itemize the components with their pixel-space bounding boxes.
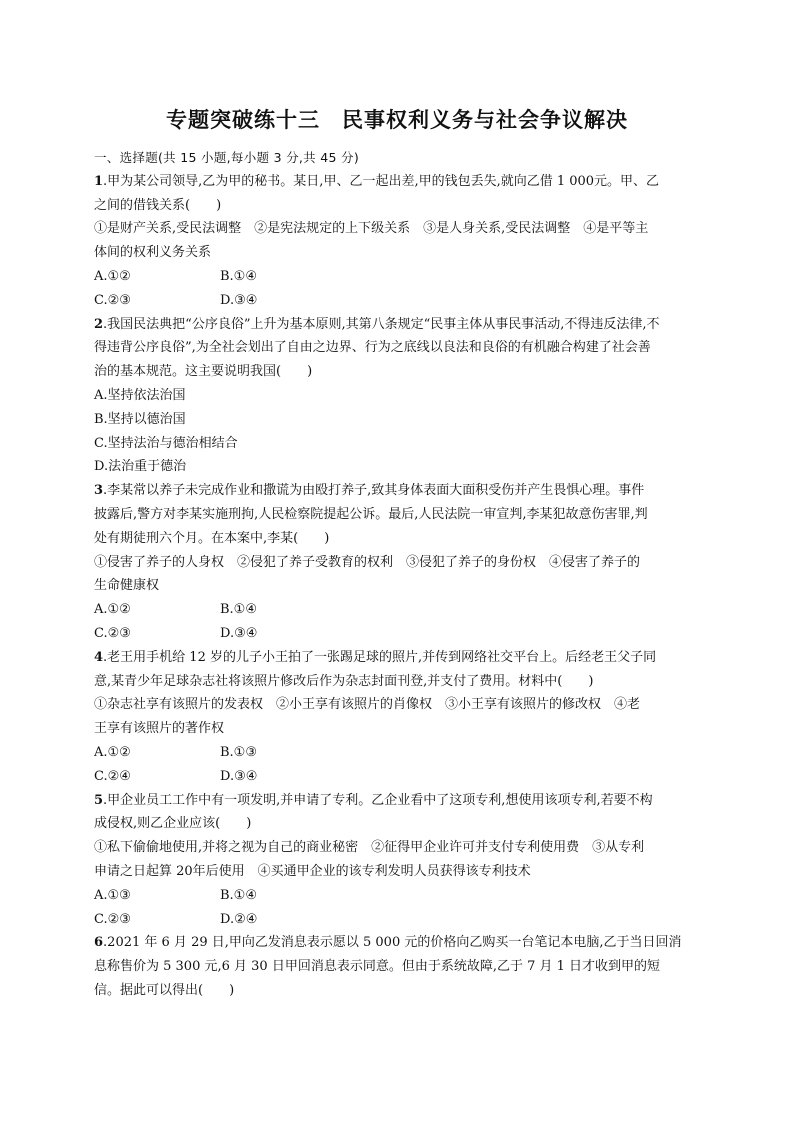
answer-option: C.②④	[94, 768, 131, 784]
question-2	[94, 313, 700, 480]
option-row	[94, 884, 700, 908]
answer-option: D.③④	[220, 625, 258, 641]
question-text: 处有期徒刑六个月。在本案中,李某( )	[94, 530, 330, 546]
question-text: .李某常以养子未完成作业和撒谎为由殴打养子,致其身体表面大面积受伤并产生畏惧心理。事件	[103, 483, 645, 499]
question-text-line	[94, 955, 700, 979]
question-text: 王享有该照片的著作权	[94, 721, 225, 737]
answer-option: C.②③	[94, 625, 131, 641]
answer-option: A.坚持依法治国	[94, 387, 186, 403]
answer-option: C.②③	[94, 911, 131, 927]
question-text-line	[94, 860, 700, 884]
option-row	[94, 622, 700, 646]
question-text: 意,某青少年足球杂志社将该照片修改后作为杂志封面刊登,并支付了费用。材料中( )	[94, 673, 594, 689]
question-text: ①杂志社享有该照片的发表权 ②小王享有该照片的肖像权 ③小王享有该照片的修改权 ④老	[94, 697, 641, 713]
page-title: 专题突破练十三 民事权利义务与社会争议解决	[166, 108, 628, 132]
answer-option: B.①④	[220, 268, 257, 284]
question-text: .老王用手机给 12 岁的儿子小王拍了一张踢足球的照片,并传到网络社交平台上。后经老王父子同	[103, 649, 657, 665]
question-5	[94, 789, 700, 932]
answer-option: B.坚持以德治国	[94, 411, 186, 427]
section-heading: 一、选择题(共 15 小题,每小题 3 分,共 45 分)	[94, 150, 360, 165]
question-text-line	[94, 717, 700, 741]
question-list	[94, 170, 700, 1003]
question-stem-line	[94, 313, 700, 337]
answer-option: A.①③	[94, 887, 131, 903]
option-row	[94, 289, 700, 313]
option-row	[94, 598, 700, 622]
answer-option: C.坚持法治与德治相结合	[94, 435, 238, 451]
question-text-line	[94, 670, 700, 694]
question-text: 息称售价为 5 300 元,6 月 30 日甲回消息表示同意。但由于系统故障,乙于 7 月 1 日才收到甲的短	[94, 959, 661, 975]
question-text: ①是财产关系,受民法调整 ②是宪法规定的上下级关系 ③是人身关系,受民法调整 ④是平等主	[94, 221, 649, 237]
answer-option: B.①③	[220, 744, 257, 760]
question-number: 2	[94, 316, 104, 332]
answer-option: A.①②	[94, 268, 131, 284]
question-4	[94, 646, 700, 789]
answer-option: C.②③	[94, 292, 131, 308]
answer-option: B.①④	[220, 602, 257, 618]
answer-option: D.法治重于德治	[94, 459, 187, 475]
answer-option: D.③④	[220, 768, 258, 784]
question-stem-line	[94, 789, 700, 813]
option-row	[94, 908, 700, 932]
answer-option: D.③④	[220, 292, 258, 308]
question-text: 体间的权利义务关系	[94, 245, 212, 261]
question-text-line	[94, 241, 700, 265]
question-text-line	[94, 336, 700, 360]
question-text: .甲企业员工工作中有一项发明,并申请了专利。乙企业看中了这项专利,想使用该项专利,若要不构	[103, 792, 653, 808]
answer-option: D.②④	[220, 911, 258, 927]
answer-option: A.①②	[94, 744, 131, 760]
question-text: ①私下偷偷地使用,并将之视为自己的商业秘密 ②征得甲企业许可并支付专利使用费 ③从专利	[94, 840, 645, 856]
question-number: 6	[94, 935, 104, 951]
question-3	[94, 479, 700, 646]
question-text: 得违背公序良俗”,为全社会划出了自由之边界、行为之底线以良法和良俗的有机融合构建了社会善	[94, 340, 651, 356]
answer-option: B.①④	[220, 887, 257, 903]
document-content	[94, 146, 700, 1003]
question-text-line	[94, 503, 700, 527]
question-text-line	[94, 574, 700, 598]
question-number: 4	[94, 649, 104, 665]
question-text-line	[94, 360, 700, 384]
question-text-line	[94, 812, 700, 836]
question-stem-line	[94, 170, 700, 194]
question-text: 成侵权,则乙企业应该( )	[94, 816, 252, 832]
question-text: .甲为某公司领导,乙为甲的秘书。某日,甲、乙一起出差,甲的钱包丢失,就向乙借 1 000元。甲、乙	[103, 173, 660, 189]
question-stem-line	[94, 479, 700, 503]
question-1	[94, 170, 700, 313]
question-text-line	[94, 194, 700, 218]
question-stem-line	[94, 931, 700, 955]
question-number: 3	[94, 483, 104, 499]
option-row	[94, 265, 700, 289]
question-text: .2021 年 6 月 29 日,甲向乙发消息表示愿以 5 000 元的价格向乙购买一台笔记本电脑,乙于当日回消	[103, 935, 682, 951]
question-number: 1	[94, 173, 104, 189]
question-6	[94, 931, 700, 1002]
question-number: 5	[94, 792, 104, 808]
question-text: 披露后,警方对李某实施刑拘,人民检察院提起公诉。最后,人民法院一审宣判,李某犯故意伤害罪,判	[94, 506, 648, 522]
question-text-line	[94, 551, 700, 575]
question-text-line	[94, 527, 700, 551]
question-text: 申请之日起算 20年后使用 ④买通甲企业的该专利发明人员获得该专利技术	[94, 863, 531, 879]
option-row	[94, 741, 700, 765]
question-text: 治的基本规范。这主要说明我国( )	[94, 364, 313, 380]
question-text: .我国民法典把“公序良俗”上升为基本原则,其第八条规定“民事主体从事民事活动,不得违反法律,不	[103, 316, 660, 332]
question-text: 生命健康权	[94, 578, 160, 594]
question-text: ①侵害了养子的人身权 ②侵犯了养子受教育的权利 ③侵犯了养子的身份权 ④侵害了养子的	[94, 554, 641, 570]
question-text-line	[94, 217, 700, 241]
question-text: 信。据此可以得出( )	[94, 982, 235, 998]
question-text-line	[94, 693, 700, 717]
question-text-line	[94, 979, 700, 1003]
question-stem-line	[94, 646, 700, 670]
answer-option: A.①②	[94, 602, 131, 618]
question-text-line	[94, 836, 700, 860]
option-row	[94, 765, 700, 789]
question-text: 之间的借钱关系( )	[94, 197, 222, 213]
